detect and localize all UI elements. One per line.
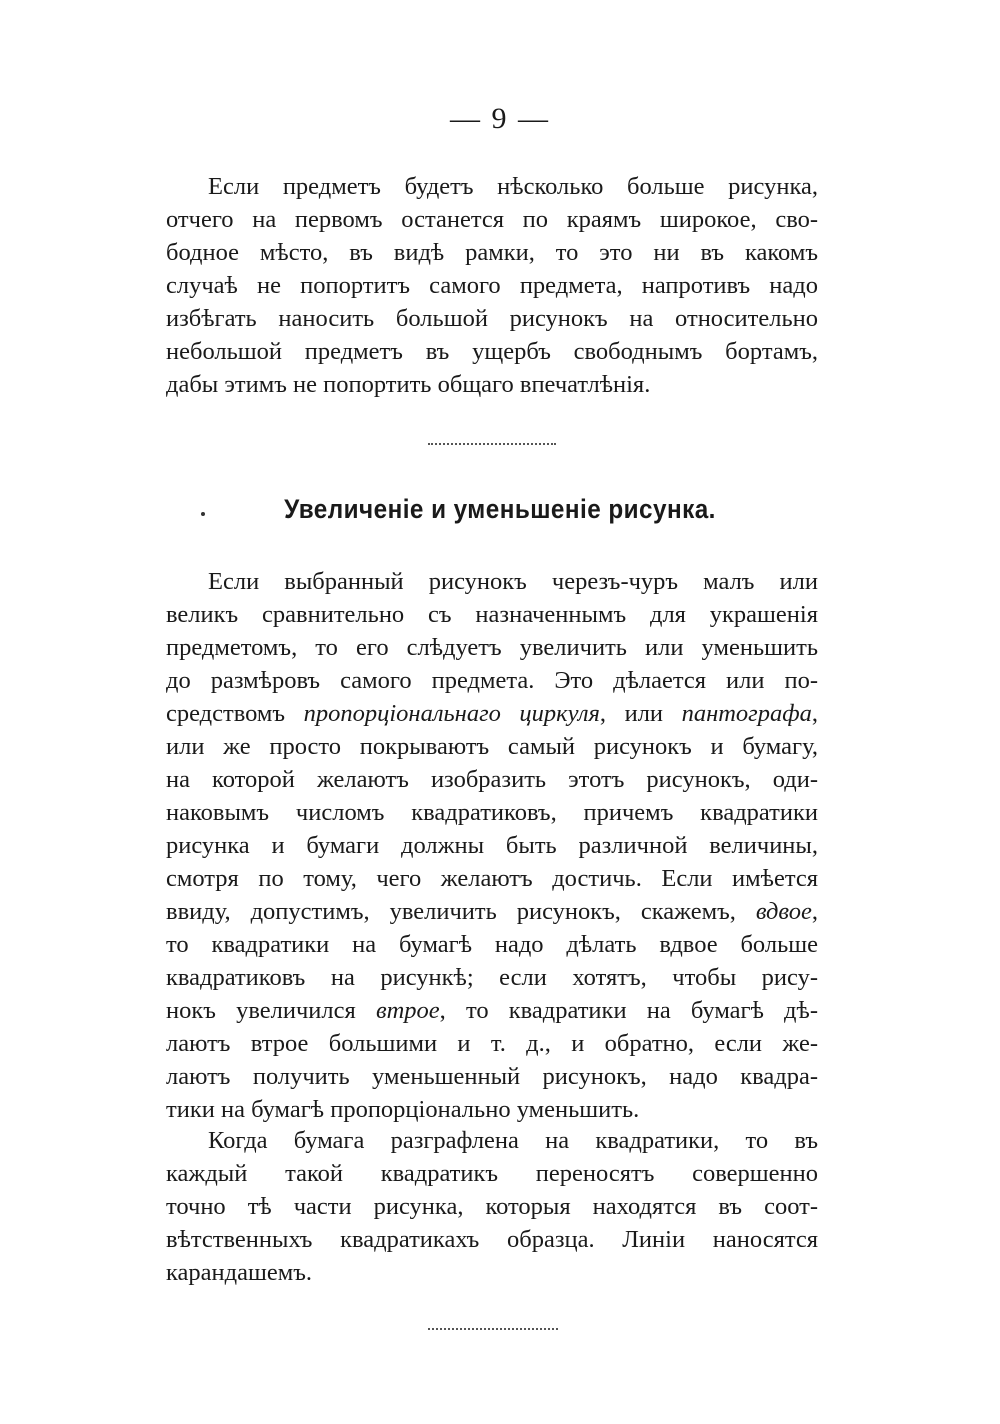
text-line (166, 895, 818, 928)
text-segment: , (811, 898, 818, 925)
text-line: Когда бумага разграфлена на квадратики, то въ (208, 1127, 818, 1154)
text-line (166, 697, 818, 730)
text-line: лаютъ втрое большими и т. д., и обратно, если же- (166, 1030, 818, 1057)
text-line: на которой желаютъ изобразить этотъ рисунокъ, оди- (166, 766, 818, 793)
paragraph-frame-size (166, 170, 818, 401)
italic-term: пантографа (681, 700, 812, 727)
text-line: или же просто покрываютъ самый рисунокъ и бумагу, (166, 733, 818, 760)
text-line: небольшой предметъ въ ущербъ свободнымъ бортамъ, (166, 338, 818, 365)
page-number: — 9 — (450, 102, 550, 135)
text-segment: средствомъ (166, 700, 304, 727)
text-line: Если выбранный рисунокъ черезъ-чуръ малъ или (208, 568, 818, 595)
section-heading: Увеличенiе и уменьшенiе рисунка. (284, 494, 716, 524)
text-line: то квадратики на бумагѣ надо дѣлать вдвое больше (166, 931, 818, 958)
text-line: случаѣ не попортитъ самого предмета, напротивъ надо (166, 272, 818, 299)
text-segment: , то квадратики на бумагѣ дѣ- (439, 997, 818, 1024)
text-line (166, 994, 818, 1027)
text-line: точно тѣ части рисунка, которыя находятся въ соот- (166, 1193, 818, 1220)
text-line: наковымъ числомъ квадратиковъ, причемъ квадратики (166, 799, 818, 826)
text-line: рисунка и бумаги должны быть различной величины, (166, 832, 818, 859)
text-line: великъ сравнительно съ назначеннымъ для украшенiя (166, 601, 818, 628)
paragraph-scaling-method (166, 565, 818, 1126)
text-line: карандашемъ. (166, 1259, 313, 1286)
section-separator (428, 443, 556, 447)
text-line: бодное мѣсто, въ видѣ рамки, то это ни въ какомъ (166, 239, 818, 266)
text-line: смотря по тому, чего желаютъ достичь. Если имѣется (166, 865, 818, 892)
text-segment: , (811, 700, 818, 727)
text-segment: нокъ увеличился (166, 997, 376, 1024)
text-line: квадратиковъ на рисункѣ; если хотятъ, чтобы рису- (166, 964, 818, 991)
text-line: каждый такой квадратикъ переносятъ совершенно (166, 1160, 818, 1187)
text-line: Если предметъ будетъ нѣсколько больше рисунка, (208, 173, 818, 200)
text-segment: ввиду, допустимъ, увеличить рисунокъ, скажемъ, (166, 898, 756, 925)
text-line: дабы этимъ не попортить общаго впечатлѣнія. (166, 371, 651, 398)
text-line: вѣтственныхъ квадратикахъ образца. Линiи наносятся (166, 1226, 818, 1253)
italic-term: втрое (375, 997, 440, 1024)
text-line: до размѣровъ самого предмета. Это дѣлается или по- (166, 667, 818, 694)
text-line: предметомъ, то его слѣдуетъ увеличить или уменьшить (166, 634, 818, 661)
paragraph-grid-transfer (166, 1124, 818, 1289)
italic-term: вдвое (755, 898, 812, 925)
text-line: лаютъ получить уменьшенный рисунокъ, надо квадра- (166, 1063, 818, 1090)
italic-term: пропорцiональнаго циркуля (303, 700, 600, 727)
text-segment: , или (599, 700, 682, 727)
section-separator (428, 1328, 558, 1332)
text-line: тики на бумагѣ пропорцiонально уменьшить. (166, 1096, 640, 1123)
text-line: отчего на первомъ останется по краямъ широкое, сво- (166, 206, 818, 233)
text-line: избѣгать наносить большой рисунокъ на относительно (166, 305, 818, 332)
